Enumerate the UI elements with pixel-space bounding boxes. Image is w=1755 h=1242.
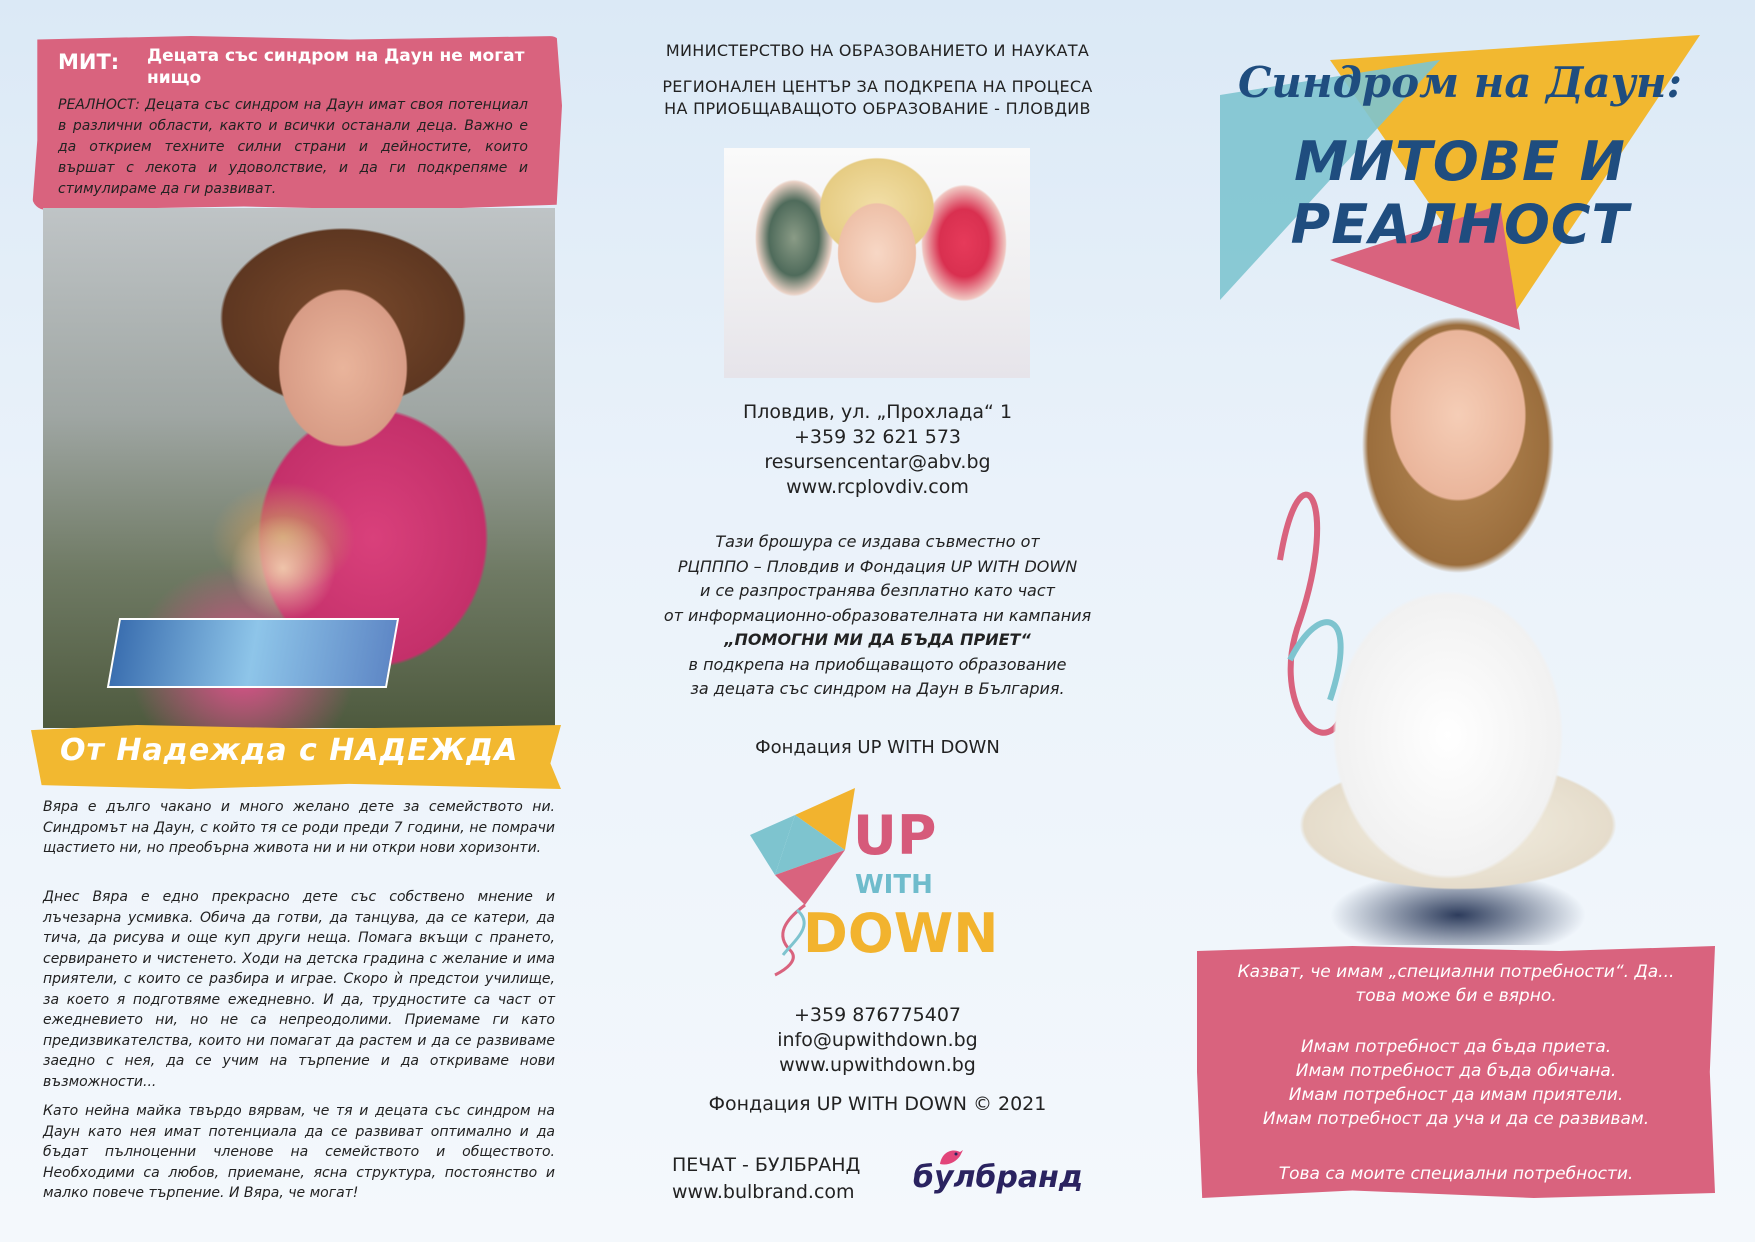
quote-intro: Казват, че имам „специални потребности“. Да... това може би е вярно.	[1237, 962, 1675, 1006]
logo-word-up: UP	[853, 804, 937, 867]
myth-label: МИТ:	[58, 50, 120, 74]
logo-word-with: WITH	[855, 870, 933, 900]
info-line: в подкрепа на приобщаващото образование	[688, 654, 1067, 674]
up-with-down-logo	[735, 780, 999, 980]
story-paragraph-2: Днес Вяра е едно прекрасно дете със собствено мнение и лъчезарна усмивка. Обича да готви, да танцува, да се катери, да тича, да рисува и още куп други неща. Помага вкъщи с прането, сервирането и чистенето. Ходи на детска градина с желание и има приятели, с които се разбира и играе. Скоро ѝ предстои училище, за което я подготвяме ежедневно. И да, трудностите са част от ежедневието ни, но не са непреодолими. Приемаме ги като предизвикателства, които ни помагат да растем и да се развиваме заедно с нея, да се учим на търпение и да откриваме нови възможности...	[43, 889, 555, 1090]
photo-mother-and-daughter	[43, 208, 555, 728]
info-line: Тази брошура се издава съвместно от	[715, 532, 1040, 551]
info-line: от информационно-образователната ни кампания	[663, 605, 1092, 625]
center-email[interactable]: resursencentar@abv.bg	[764, 451, 991, 473]
campaign-name: „ПОМОГНИ МИ ДА БЪДА ПРИЕТ“	[724, 630, 1031, 649]
print-credit	[672, 1152, 860, 1206]
photo-child-painted-hands	[724, 148, 1030, 378]
need-line: Имам потребност да бъда приета.	[1300, 1037, 1612, 1057]
print-label: ПЕЧАТ - БУЛБРАНД	[672, 1154, 861, 1176]
print-website[interactable]: www.bulbrand.com	[672, 1181, 855, 1203]
book-illustration	[107, 618, 399, 688]
story-banner-title: От Надежда с НАДЕЖДА	[60, 733, 519, 768]
center-address: Пловдив, ул. „Прохлада“ 1	[742, 401, 1013, 423]
need-line: Имам потребност да уча и да се развивам.	[1262, 1109, 1650, 1129]
info-line: РЦПППО – Пловдив и Фондация UP WITH DOWN	[677, 556, 1078, 576]
quote-closing: Това са моите специални потребности.	[1278, 1164, 1634, 1184]
center-phone[interactable]: +359 32 621 573	[793, 426, 961, 448]
story-paragraph-3: Като нейна майка твърдо вярвам, че тя и децата със синдром на Даун като нея имат потенциала да се развиват оптимално и да бъдат пълноценни членове на семейството и обществото. Необходими са любов, приемане, ясна структура, постоянство и малко повече търпение. И Вяра, че могат!	[43, 1103, 555, 1201]
foundation-website[interactable]: www.upwithdown.bg	[779, 1054, 976, 1076]
quote-needs	[1197, 1035, 1715, 1131]
need-line: Имам потребност да бъда обичана.	[1295, 1061, 1617, 1081]
bulbrand-logo: булбранд	[913, 1160, 1084, 1195]
center-website[interactable]: www.rcplovdiv.com	[786, 476, 969, 498]
info-line: и се разпространява безплатно като част	[700, 581, 1055, 600]
foundation-email[interactable]: info@upwithdown.bg	[777, 1029, 978, 1051]
center-heading-line-2: НА ПРИОБЩАВАЩОТО ОБРАЗОВАНИЕ - ПЛОВДИВ	[664, 99, 1091, 118]
logo-word-down: DOWN	[803, 902, 999, 965]
brochure-info	[585, 530, 1170, 702]
brochure-title-line-2: МИТОВЕ И РЕАЛНОСТ	[1290, 130, 1630, 256]
copyright: Фондация UP WITH DOWN © 2021	[708, 1093, 1047, 1115]
center-heading	[585, 76, 1170, 120]
myth-title: Децата със синдром на Даун не могат нищо	[147, 46, 525, 88]
ministry-heading: МИНИСТЕРСТВО НА ОБРАЗОВАНИЕТО И НАУКАТА	[665, 41, 1090, 60]
story-paragraph-1: Вяра е дълго чакано и много желано дете за семейството ни. Синдромът на Даун, с който тя се роди преди 7 години, не помрачи щастието ни, но преобърна живота ни и ни откри нови хоризонти.	[43, 799, 555, 856]
foundation-name: Фондация UP WITH DOWN	[755, 737, 1000, 758]
brochure-title-line-1: Синдром на Даун:	[1238, 58, 1682, 107]
need-line: Имам потребност да имам приятели.	[1288, 1085, 1624, 1105]
foundation-phone[interactable]: +359 876775407	[793, 1004, 962, 1026]
center-contacts	[585, 400, 1170, 500]
center-heading-line-1: РЕГИОНАЛЕН ЦЕНТЪР ЗА ПОДКРЕПА НА ПРОЦЕСА	[662, 77, 1093, 96]
foundation-contacts	[585, 1003, 1170, 1078]
reality-text: РЕАЛНОСТ: Децата със синдром на Даун имат своя потенциал в различни области, както и всички останали деца. Важно е да открием техните силни страни и дейностите, които вършат с лекота и удоволствие, и да ги подкрепяме и стимулираме да ги развиват.	[58, 97, 528, 197]
photo-girl-with-book	[1168, 265, 1688, 945]
info-line: за децата със синдром на Даун в България.	[690, 679, 1065, 698]
